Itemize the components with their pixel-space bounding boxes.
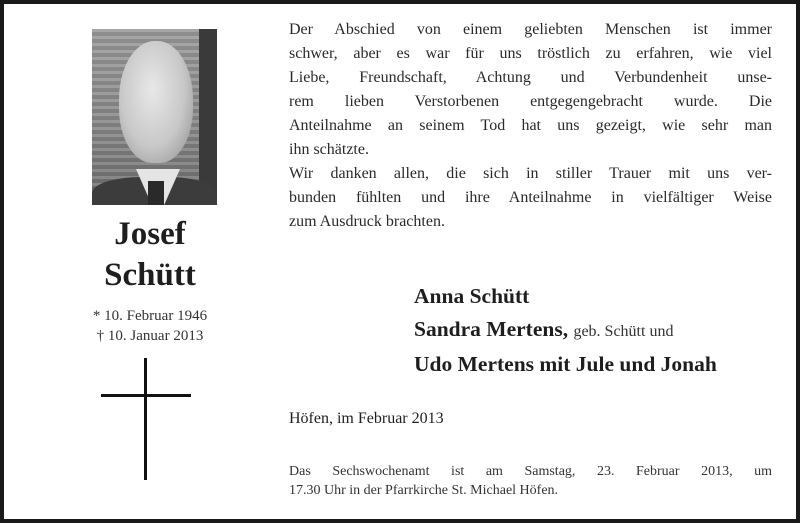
message-line: ihn schätzte. [289, 141, 369, 158]
message-line: bunden fühlten und ihre Anteilnahme in vielfältiger Weise [289, 189, 772, 206]
mourner-line [414, 313, 717, 348]
message-line: rem lieben Verstorbenen entgegengebracht wurde. Die [289, 93, 772, 110]
death-date: † 10. Januar 2013 [96, 328, 204, 344]
message-line: Wir danken allen, die sich in stiller Trauer mit uns ver- [289, 165, 772, 182]
place-date: Höfen, im Februar 2013 [289, 410, 444, 427]
deceased-last-name: Schütt [104, 257, 196, 293]
message-line: Liebe, Freundschaft, Achtung und Verbundenheit unse- [289, 69, 772, 86]
deceased-first-name: Josef [114, 216, 186, 252]
service-info [289, 462, 772, 500]
mourner-line: Anna Schütt [414, 284, 530, 308]
message-line: zum Ausdruck brachten. [289, 213, 445, 230]
portrait-photo [92, 29, 217, 205]
mourner-note: geb. Schütt und [573, 323, 674, 340]
message-text [289, 18, 772, 234]
mourner-line: Udo Mertens mit Jule und Jonah [414, 352, 717, 376]
birth-date: * 10. Februar 1946 [92, 308, 208, 324]
message-line: schwer, aber es war für uns tröstlich zu erfahren, wie viel [289, 45, 772, 62]
mourners [414, 280, 717, 381]
message-line: Der Abschied von einem geliebten Menschen ist immer [289, 21, 772, 38]
cross-icon-bar [101, 394, 191, 397]
mourner-name: Sandra Mertens, [414, 317, 569, 341]
service-line: 17.30 Uhr in der Pfarrkirche St. Michael Höfen. [289, 483, 559, 498]
cross-icon [144, 358, 147, 480]
message-line: Anteilnahme an seinem Tod hat uns gezeigt, wie sehr man [289, 117, 772, 134]
service-line: Das Sechswochenamt ist am Samstag, 23. Februar 2013, um [289, 464, 772, 479]
